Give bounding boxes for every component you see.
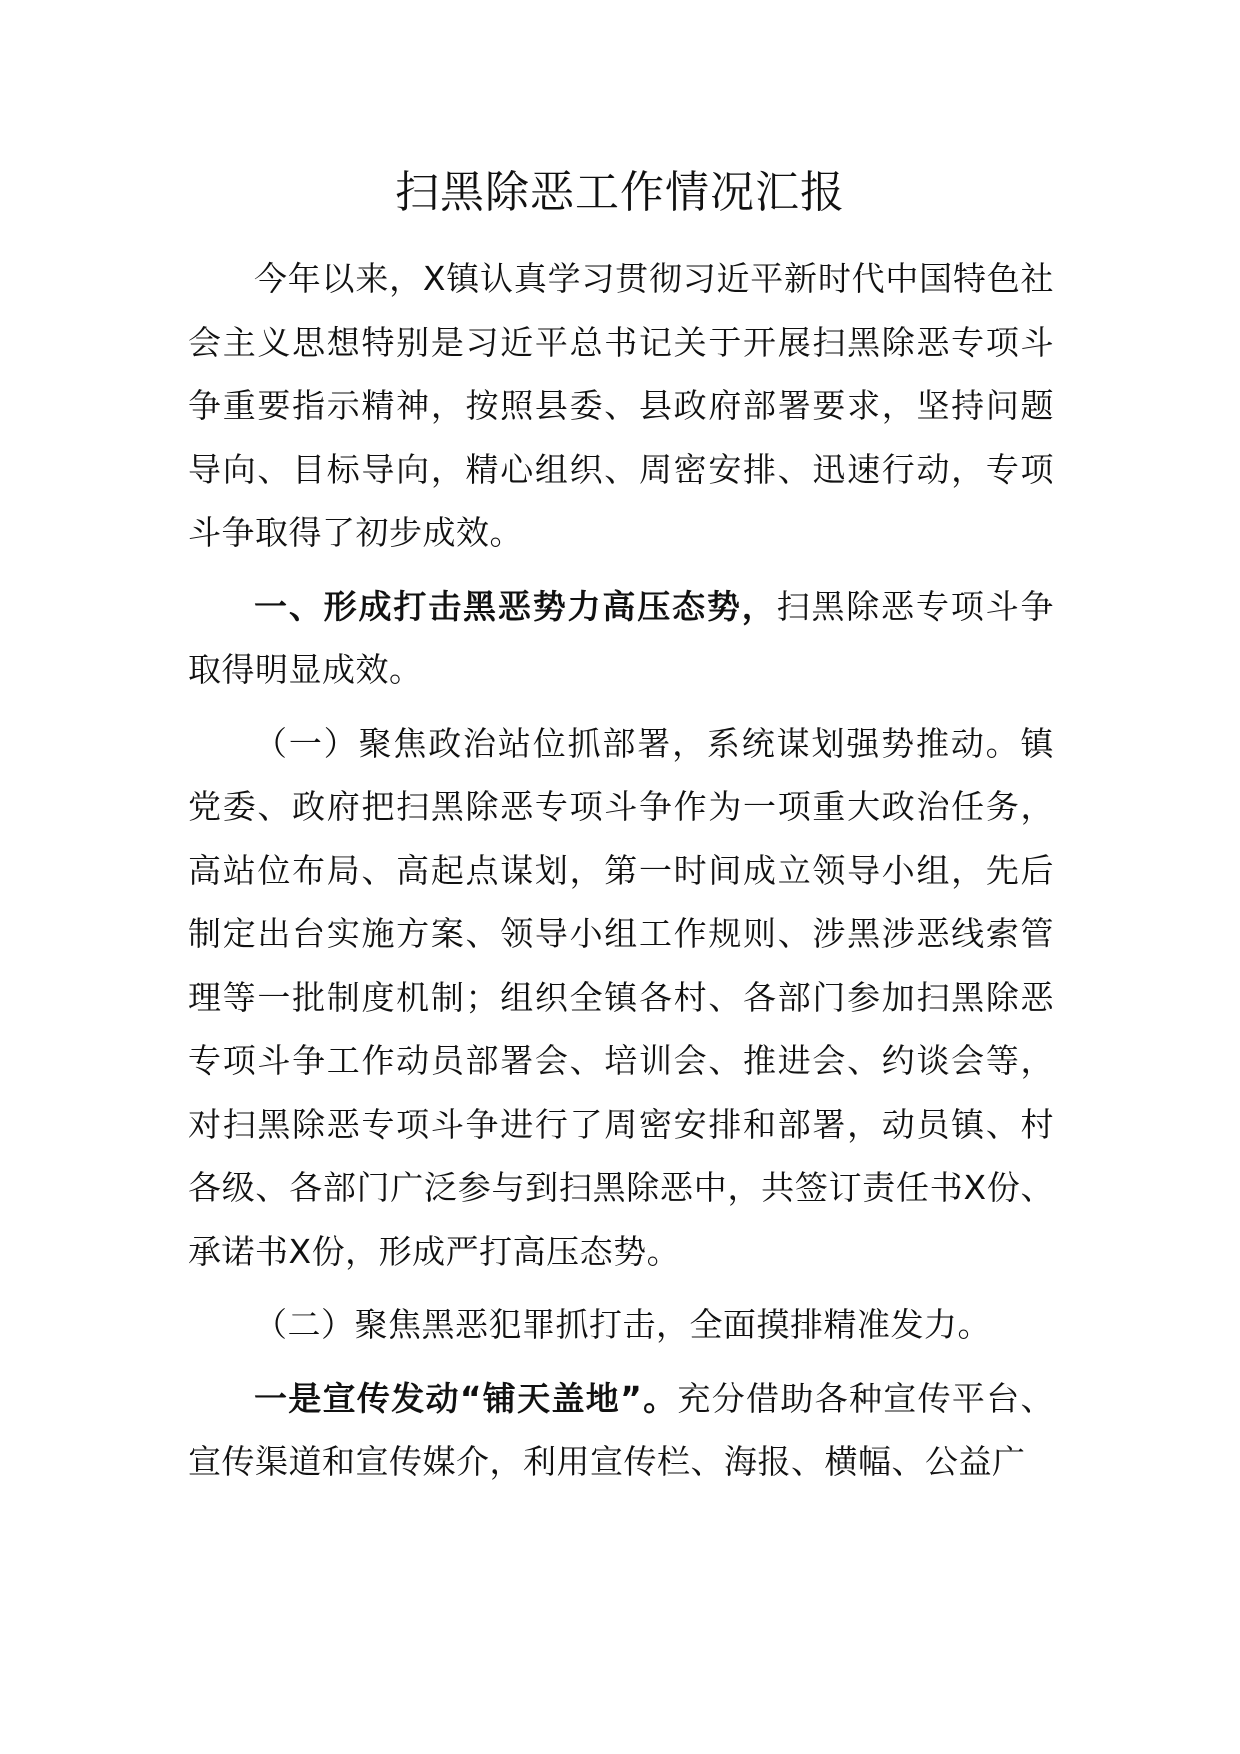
document-body [188,247,1054,1494]
point-1-lead: 一是宣传发动“铺天盖地”。 [254,1378,678,1418]
section-heading-rest: 扫黑除恶专项斗争取得明显成效。 [188,586,1055,689]
document-title: 扫黑除恶工作情况汇报 [395,167,845,218]
intro-paragraph: 今年以来，X镇认真学习贯彻习近平新时代中国特色社会主义思想特别是习近平总书记关于开展扫黑除恶专项斗争重要指示精神，按照县委、县政府部署要求，坚持问题导向、目标导向，精心组织、周密安排、迅速行动，专项斗争取得了初步成效。 [188,259,1054,552]
section-heading [188,575,1054,702]
subsection-2-heading: （二）聚焦黑恶犯罪抓打击，全面摸排精准发力。 [254,1305,991,1344]
point-1-paragraph [188,1367,1054,1494]
point-1-text: 充分借助各种宣传平台、宣传渠道和宣传媒介，利用宣传栏、海报、横幅、公益广 [188,1378,1054,1481]
subsection-1-paragraph: （一）聚焦政治站位抓部署，系统谋划强势推动。镇党委、政府把扫黑除恶专项斗争作为一项重大政治任务，高站位布局、高起点谋划，第一时间成立领导小组，先后制定出台实施方案、领导小组工作规则、涉黑涉恶线索管理等一批制度机制；组织全镇各村、各部门参加扫黑除恶专项斗争工作动员部署会、培训会、推进会、约谈会等，对扫黑除恶专项斗争进行了周密安排和部署，动员镇、村各级、各部门广泛参与到扫黑除恶中，共签订责任书X份、承诺书X份，形成严打高压态势。 [188,723,1054,1271]
section-heading-bold: 一、形成打击黑恶势力高压态势， [254,586,777,626]
